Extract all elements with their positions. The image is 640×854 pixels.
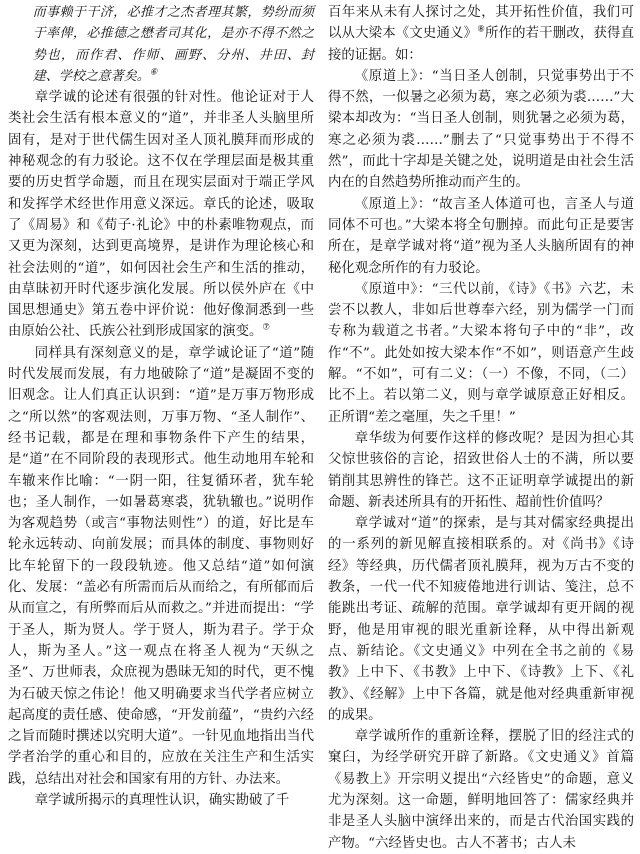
right-column [328,2,634,854]
paragraph-continuation: 百年来从未有人探讨之处，其开拓性价值，我们可以从大梁本《文史通义》⑧所作的若干删改，获得直接的证据。如： [328,5,634,63]
left-column [8,2,314,854]
paragraph: 章学诚所作的重新诠释，摆脱了旧的经注式的窠臼，为经学研究开辟了新路。《文史通义》首篇《易教上》开宗明义提出“六经皆史”的命题，意义尤为深刻。这一命题，鲜明地回答了：儒家经典并非是圣人头脑中演绎出来的，而是古代治国实践的产物。“六经皆史也。古人不著书；古人未 [328,729,634,851]
paragraph: 《原道上》：“故言圣人体道可也，言圣人与道同体不可也。”大梁本将全句删掉。而此句正是要害所在，是章学诚对将“道”视为圣人头脑所固有的神秘化观念所作的有力驳论。 [328,196,634,276]
paragraph: 章学诚的论述有很强的针对性。他论证对于人类社会生活有根本意义的“道”，并非圣人头脑里所固有，是对于世代儒生因对圣人顶礼膜拜而形成的神秘观念的有力驳论。这不仅在学理层面是极其重要的历史哲学命题，而且在现实层面对于端正学风和发挥学术经世作用意义深远。章氏的论述，吸取了《周易》和《荀子·礼论》中的朴素唯物观点，而又更为深刻，达到更高境界，是讲作为理论核心和社会法则的“道”，如何因社会生产和生活的推动，由草昧初开时代逐步演化发展。所以侯外庐在《中国思想通史》第五卷中评价说：他好像洞悉到一些由原始公社、氏族公社到形成国家的演变。⑦ [8,90,314,340]
quote-text: 而事赖于干济，必推才之杰者理其繁，势纷而须于率俾，必推德之懋者司其化，是亦不得不然之势也，而作君、作师、画野、分州、井田、封建、学校之意著矣。⑥ [32,5,314,84]
block-quote [8,2,314,87]
footnote-marker: ⑥ [149,67,158,78]
paragraph: 《原道上》：“当日圣人创制，只觉事势出于不得不然，一似暑之必须为葛，寒之必须为裘……”大梁本却改为：“当日圣人创制，则犹暑之必须为葛，寒之必须为裘……”删去了“只觉事势出于不得不然”，而此十字却是关键之处，说明道是由社会生活内在的自然趋势所推动而产生的。 [328,68,634,191]
paragraph: 章华绂为何要作这样的修改呢？是因为担心其父惊世骇俗的言论，招致世俗人士的不满，所以要销削其思辨性的锋芒。这不正证明章学诚提出的新命题、新表述所具有的开拓性、超前性价值吗？ [328,430,634,510]
paragraph: 章学诚所揭示的真理性认识，确实勘破了千 [34,792,290,808]
two-column-body [8,2,634,854]
footnote-marker: ⑧ [477,24,485,35]
paragraph: 同样具有深刻意义的是，章学诚论证了“道”随时代发展而发展，有力地破除了“道”是凝固不变的旧观念。让人们真正认识到：“道”是万事万物形成之“所以然”的客观法则，万事万物、“圣人制作”、经书记载，都是在理和事物条件下产生的结果，是“道”在不同阶段的表现形式。他生动地用车轮和车辙来作比喻：“一阴一阳，往复循环者，犹车轮也；圣人制作，一如暑葛寒裘，犹轨辙也。”说明作为客观趋势（或言“事物法则性”）的道，好比是车轮永远转动、向前发展；而具体的制度、事物则好比车轮留下的一段段轨迹。他又总结“道”如何演化、发展：“盖必有所需而后从而给之，有所郁而后从而宣之，有所弊而后从而救之。”并进而提出：“学于圣人，斯为贤人。学于贤人，斯为君子。学于众人，斯为圣人。”这一观点在将圣人视为“天纵之圣”、万世师表，众庶视为愚昧无知的时代，更不愧为石破天惊之伟论！他又明确要求当代学者应树立起高度的责任感、使命感，“开发前蕴”，“贵约六经之旨而随时撰述以究明大道”。一针见血地指出当代学者治学的重心和目的，应放在关注生产和生活实践，总结出对社会和国家有用的方针、办法来。 [8,345,314,787]
footnote-marker: ⑦ [262,322,271,333]
paragraph: 《原道中》：“三代以前，《诗》《书》六艺，未尝不以教人，非如后世尊奉六经，别为儒学一门而专称为载道之书者。”大梁本将句子中的“非”，改作“不”。此处如按大梁本作“不如”，则语意产生歧解。“不如”，可有二义：（一）不像，不同，（二）比不上。若以第二义，则与章学诚原意正好相反。正所谓“差之毫厘，失之千里！” [328,281,634,425]
paragraph: 章学诚对“道”的探索，是与其对儒家经典提出的一系列的新见解直接相联系的。对《尚书》《诗经》等经典，历代儒者顶礼膜拜，视为万古不变的教条，一代一代不知疲倦地进行训诂、笺注，总不能跳出考证、疏解的范围。章学诚却有更开阔的视野，他是用审视的眼光重新诠释，从中得出新观点、新结论。《文史通义》中列在全书之前的《易教》上中下、《书教》上中下、《诗教》上下、《礼教》、《经解》上中下各篇，就是他对经典重新审视的成果。 [328,516,634,723]
